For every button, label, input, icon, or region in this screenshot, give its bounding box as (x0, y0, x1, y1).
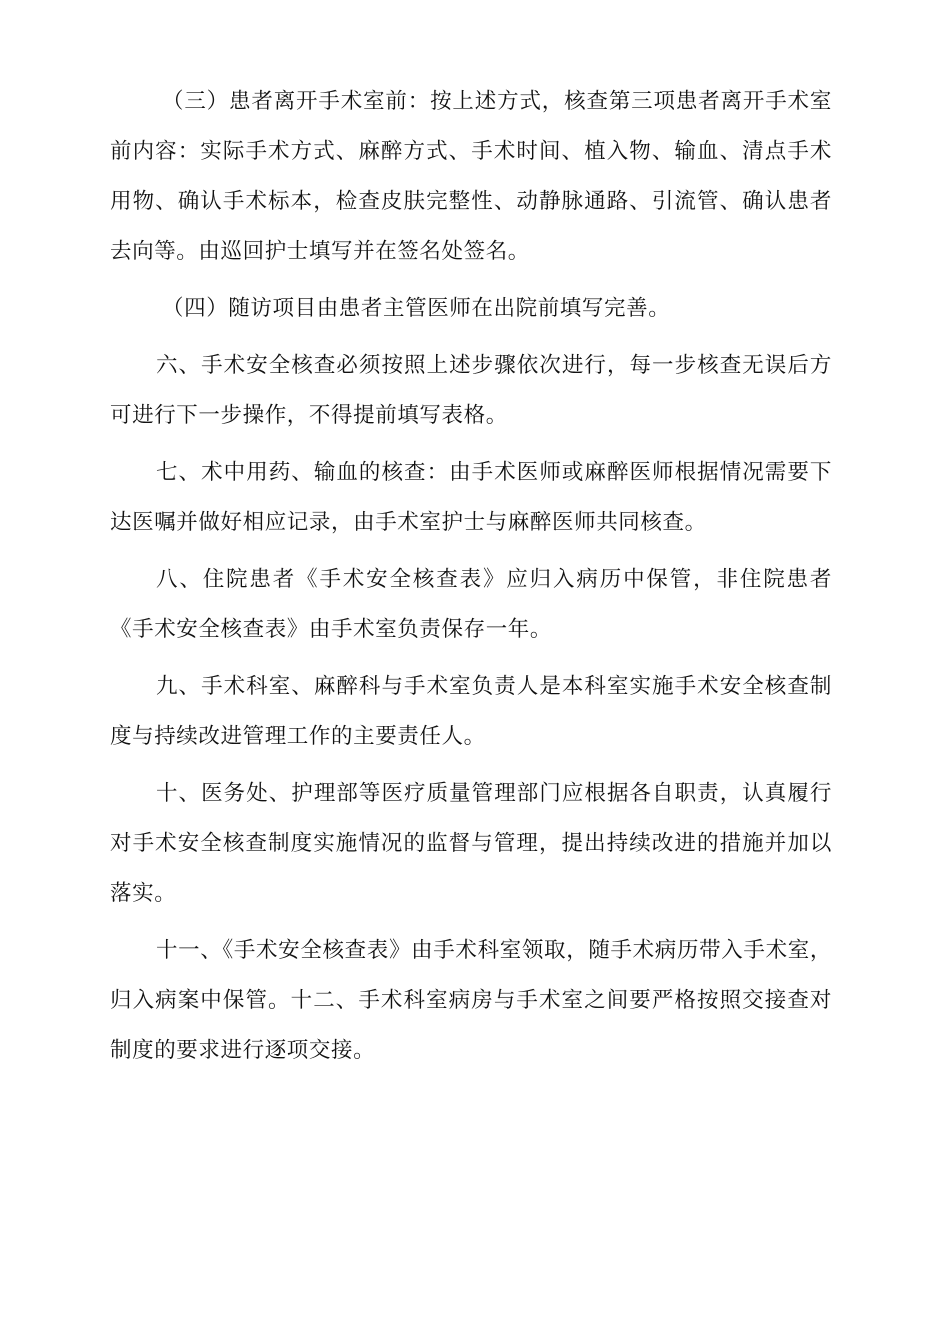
paragraph-item-10: 十、医务处、护理部等医疗质量管理部门应根据各自职责，认真履行对手术安全核查制度实施情况的监督与管理，提出持续改进的措施并加以落实。 (110, 781, 832, 906)
paragraph-section-3: （三）患者离开手术室前：按上述方式，核查第三项患者离开手术室前内容：实际手术方式、麻醉方式、手术时间、植入物、输血、清点手术用物、确认手术标本，检查皮肤完整性、动静脉通路、引流管、确认患者去向等。由巡回护士填写并在签名处签名。 (110, 89, 832, 264)
document-body (110, 77, 832, 1083)
paragraph-item-8: 八、住院患者《手术安全核查表》应归入病历中保管，非住院患者《手术安全核查表》由手术室负责保存一年。 (110, 567, 832, 642)
paragraph-item-7: 七、术中用药、输血的核查：由手术医师或麻醉医师根据情况需要下达医嘱并做好相应记录，由手术室护士与麻醉医师共同核查。 (110, 460, 832, 535)
paragraph-section-4: （四）随访项目由患者主管医师在出院前填写完善。 (162, 296, 671, 321)
paragraph-item-9: 九、手术科室、麻醉科与手术室负责人是本科室实施手术安全核查制度与持续改进管理工作的主要责任人。 (110, 674, 832, 749)
paragraph-item-11: 十一、《手术安全核查表》由手术科室领取，随手术病历带入手术室，归入病案中保管。十二、手术科室病房与手术室之间要严格按照交接查对制度的要求进行逐项交接。 (110, 938, 832, 1063)
paragraph-item-6: 六、手术安全核查必须按照上述步骤依次进行，每一步核查无误后方可进行下一步操作，不得提前填写表格。 (110, 353, 832, 428)
